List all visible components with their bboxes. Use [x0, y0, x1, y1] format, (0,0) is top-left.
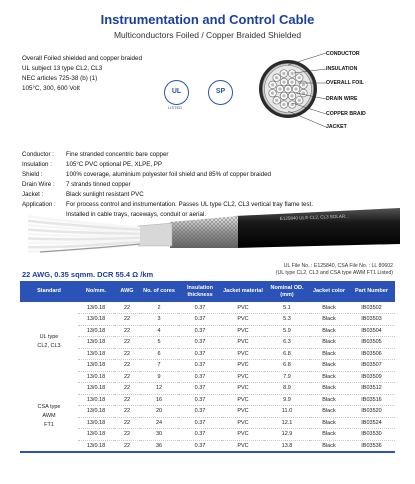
table-cell: 22: [114, 360, 140, 372]
conductor: [278, 87, 281, 90]
table-cell: 0.37: [178, 440, 222, 452]
table-cell: Black: [310, 325, 348, 337]
table-cell: PVC: [222, 383, 264, 395]
standard-cell: CSA type AWM FT1: [20, 383, 78, 452]
table-cell: Black: [310, 348, 348, 360]
conductor: [275, 76, 278, 79]
table-cell: 36: [140, 440, 178, 452]
table-cell: 6.3: [264, 337, 310, 349]
conductor: [271, 92, 274, 95]
table-cell: 0.37: [178, 325, 222, 337]
table-cell: 13/0.18: [78, 383, 114, 395]
table-cell: 22: [114, 406, 140, 418]
spec-line: Overall Foiled shielded and copper braided: [22, 55, 143, 62]
conductor: [282, 80, 285, 83]
table-cell: 22: [114, 348, 140, 360]
conductor: [282, 103, 285, 106]
table-cell: Black: [310, 337, 348, 349]
spec-line: UL subject 13 type CL2, CL3: [22, 65, 103, 72]
desc-key: Drain Wire :: [22, 181, 55, 188]
table-cell: IB03502: [348, 302, 395, 314]
table-cell: 11.0: [264, 406, 310, 418]
th-jacket-color: Jacket color: [310, 281, 348, 302]
table-cell: 0.37: [178, 348, 222, 360]
table-cell: Black: [310, 394, 348, 406]
table-cell: 7.9: [264, 371, 310, 383]
th-part-number: Part Number: [348, 281, 395, 302]
desc-value: Fine stranded concentric bare copper: [66, 151, 169, 158]
awg-heading: 22 AWG, 0.35 sqmm. DCR 55.4 Ω /km: [22, 270, 154, 279]
table-cell: 13/0.18: [78, 302, 114, 314]
desc-value: 105°C PVC optional PE, XLPE, PP: [66, 161, 163, 168]
desc-key: Shield :: [22, 171, 43, 178]
callout-copper-braid: COPPER BRAID: [326, 111, 366, 117]
table-cell: 2: [140, 302, 178, 314]
table-cell: 9.9: [264, 394, 310, 406]
desc-key: Application :: [22, 201, 56, 208]
desc-key: Conductor :: [22, 151, 54, 158]
table-cell: 13/0.18: [78, 429, 114, 441]
table-cell: IB03509: [348, 371, 395, 383]
table-cell: 13/0.18: [78, 325, 114, 337]
desc-row: [22, 150, 402, 160]
th-jacket-material: Jacket material: [222, 281, 264, 302]
ul-logo: UL: [164, 80, 189, 105]
table-cell: 0.37: [178, 360, 222, 372]
table-cell: IB03506: [348, 348, 395, 360]
table-cell: 0.37: [178, 383, 222, 395]
table-cell: Black: [310, 314, 348, 326]
table-cell: 13/0.18: [78, 348, 114, 360]
table-cell: PVC: [222, 371, 264, 383]
table-cell: IB03536: [348, 440, 395, 452]
table-cell: PVC: [222, 302, 264, 314]
conductor: [282, 94, 285, 97]
callout-leaders: [288, 49, 328, 139]
th-nominal-od: Nominal OD.(mm): [264, 281, 310, 302]
spec-table: [20, 281, 395, 453]
table-cell: Black: [310, 429, 348, 441]
table-cell: 12: [140, 383, 178, 395]
table-cell: 16: [140, 394, 178, 406]
th-standard: Standard: [20, 281, 78, 302]
table-cell: 13/0.18: [78, 406, 114, 418]
table-cell: PVC: [222, 417, 264, 429]
table-cell: 22: [114, 429, 140, 441]
table-cell: Black: [310, 383, 348, 395]
table-cell: 22: [114, 440, 140, 452]
table-cell: IB03505: [348, 337, 395, 349]
callout-jacket: JACKET: [326, 124, 347, 130]
desc-row: [22, 170, 402, 180]
spec-line: NEC articles 725-38 (b) (1): [22, 75, 98, 82]
callout-conductor: CONDUCTOR: [326, 51, 360, 57]
desc-key: Insulation :: [22, 161, 52, 168]
table-cell: 22: [114, 302, 140, 314]
table-cell: Black: [310, 302, 348, 314]
table-cell: 22: [114, 394, 140, 406]
table-cell: PVC: [222, 360, 264, 372]
table-cell: 22: [114, 417, 140, 429]
table-cell: 12.9: [264, 429, 310, 441]
table-cell: 6: [140, 348, 178, 360]
table-cell: 13/0.18: [78, 394, 114, 406]
jacket-print: E125840 UL® CL2, CL3 SOLAR...: [279, 213, 349, 221]
table-cell: IB03520: [348, 406, 395, 418]
table-cell: PVC: [222, 406, 264, 418]
table-cell: 0.37: [178, 417, 222, 429]
file-numbers: [276, 263, 393, 277]
table-cell: IB03504: [348, 325, 395, 337]
conductor: [282, 72, 285, 75]
table-cell: 9: [140, 371, 178, 383]
table-cell: Black: [310, 371, 348, 383]
conductor: [271, 83, 274, 86]
ul-logo-sub: LISTED: [168, 105, 183, 110]
desc-value: 100% coverage, aluminium polyester foil shield and 85% of copper braided: [66, 171, 271, 178]
insulated-wire: [28, 238, 140, 239]
table-cell: IB03507: [348, 360, 395, 372]
table-row: [20, 383, 395, 395]
table-cell: Black: [310, 440, 348, 452]
table-cell: 24: [140, 417, 178, 429]
table-cell: IB03516: [348, 394, 395, 406]
table-cell: 13.8: [264, 440, 310, 452]
table-cell: Black: [310, 360, 348, 372]
table-cell: IB03503: [348, 314, 395, 326]
table-cell: 0.37: [178, 337, 222, 349]
table-cell: 0.37: [178, 394, 222, 406]
table-row: [20, 302, 395, 314]
desc-row: [22, 160, 402, 170]
table-cell: PVC: [222, 348, 264, 360]
th-no-mm: No/mm.: [78, 281, 114, 302]
table-cell: 0.37: [178, 406, 222, 418]
desc-value: 7 strands tinned copper: [66, 181, 131, 188]
table-cell: 20: [140, 406, 178, 418]
file-line: UL File No. : E125840, CSA File No. : LL 80602: [283, 263, 393, 269]
table-cell: 22: [114, 337, 140, 349]
desc-key: Jacket :: [22, 191, 44, 198]
exposed-wires: [28, 216, 140, 252]
th-insulation: Insulation thickness: [178, 281, 222, 302]
table-cell: 0.37: [178, 302, 222, 314]
desc-extra: Installed in cable trays, raceways, conduit or aerial.: [66, 211, 206, 218]
certification-logos: [160, 80, 250, 110]
table-cell: 4: [140, 325, 178, 337]
table-cell: 13/0.18: [78, 360, 114, 372]
table-cell: 12.1: [264, 417, 310, 429]
table-cell: 8.9: [264, 383, 310, 395]
table-cell: 5: [140, 337, 178, 349]
table-cell: IB03512: [348, 383, 395, 395]
page-subtitle: Multiconductors Foiled / Copper Braided Shielded: [113, 30, 302, 40]
table-cell: 0.37: [178, 429, 222, 441]
table-body: [20, 302, 395, 452]
th-awg: AWG: [114, 281, 140, 302]
cable-photo: [20, 186, 400, 264]
table-cell: 13/0.18: [78, 417, 114, 429]
desc-value: For process control and instrumentation. Passes UL type CL2, CL3 vertical tray flame test.: [66, 201, 314, 208]
foil-section: [138, 223, 172, 246]
table-cell: 13/0.18: [78, 314, 114, 326]
table-cell: IB03524: [348, 417, 395, 429]
page-title: Instrumentation and Control Cable: [100, 12, 315, 27]
file-line: (UL type CL2, CL3 and CSA type AWM FT1 Listed): [275, 270, 393, 276]
table-header-row: [20, 281, 395, 302]
table-cell: PVC: [222, 440, 264, 452]
th-cores: No. of cores: [140, 281, 178, 302]
callout-overall-foil: OVERALL FOIL: [326, 80, 364, 86]
callout-insulation: INSULATION: [326, 66, 358, 72]
table-cell: 6.8: [264, 360, 310, 372]
table-cell: IB03530: [348, 429, 395, 441]
table-cell: 22: [114, 325, 140, 337]
table-cell: PVC: [222, 314, 264, 326]
table-cell: 3: [140, 314, 178, 326]
table-cell: PVC: [222, 394, 264, 406]
standard-cell: UL type CL2, CL3: [37, 334, 61, 350]
table-cell: 13/0.18: [78, 337, 114, 349]
conductor: [275, 99, 278, 102]
spec-line: 105°C, 300, 600 Volt: [22, 85, 80, 92]
table-cell: Black: [310, 417, 348, 429]
table-cell: 0.37: [178, 314, 222, 326]
table-cell: 22: [114, 371, 140, 383]
table-cell: 13/0.18: [78, 440, 114, 452]
table-cell: 7: [140, 360, 178, 372]
table-cell: Black: [310, 406, 348, 418]
table-cell: 5.9: [264, 325, 310, 337]
table-cell: 5.3: [264, 314, 310, 326]
table-cell: 30: [140, 429, 178, 441]
table-cell: 6.8: [264, 348, 310, 360]
table-cell: PVC: [222, 429, 264, 441]
callout-drain-wire: DRAIN WIRE: [326, 96, 358, 102]
table-cell: PVC: [222, 325, 264, 337]
table-cell: 22: [114, 314, 140, 326]
table-cell: 22: [114, 383, 140, 395]
desc-value: Black sunlight resistant PVC: [66, 191, 144, 198]
table-cell: 5.1: [264, 302, 310, 314]
table-cell: 0.37: [178, 371, 222, 383]
csa-logo: SP: [208, 80, 233, 105]
table-cell: 13/0.18: [78, 371, 114, 383]
table-cell: PVC: [222, 337, 264, 349]
